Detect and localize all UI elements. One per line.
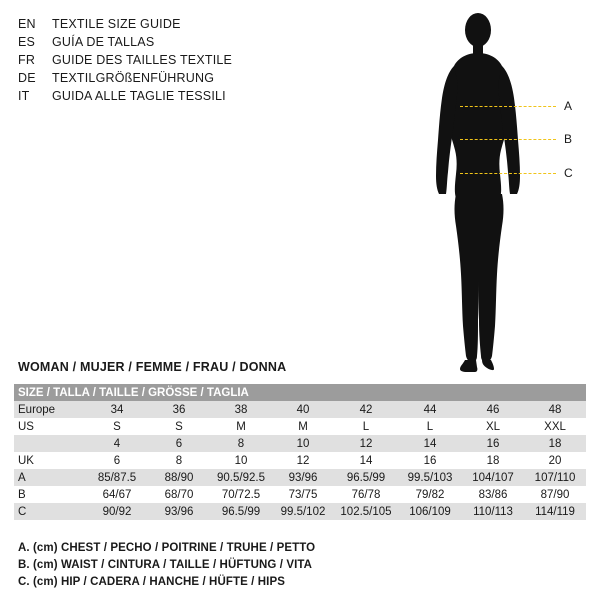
table-row (14, 435, 586, 452)
measurement-legend (18, 540, 578, 591)
language-title: TEXTILE SIZE GUIDE (52, 17, 181, 31)
language-code: FR (18, 53, 36, 67)
table-cell: 107/110 (524, 469, 586, 486)
size-table-wrapper (14, 384, 586, 520)
table-cell: L (334, 418, 398, 435)
table-cell: 4 (86, 435, 148, 452)
measure-line-b (460, 139, 556, 140)
language-code: ES (18, 35, 36, 49)
measure-line-a (460, 106, 556, 107)
row-label: C (14, 503, 86, 520)
table-cell: 10 (210, 452, 272, 469)
table-cell: 87/90 (524, 486, 586, 503)
language-title: TEXTILGRÖßENFÜHRUNG (52, 71, 215, 85)
table-row (14, 486, 586, 503)
table-row (14, 503, 586, 520)
table-cell: 96.5/99 (334, 469, 398, 486)
measure-label-b: B (564, 132, 573, 146)
table-header-label: SIZE / TALLA / TAILLE / GRÖSSE / TAGLIA (14, 384, 586, 401)
table-cell: 83/86 (462, 486, 524, 503)
table-cell: 18 (462, 452, 524, 469)
table-cell: 16 (398, 452, 462, 469)
table-cell: 6 (148, 435, 210, 452)
table-row (14, 452, 586, 469)
row-label: B (14, 486, 86, 503)
table-cell: XL (462, 418, 524, 435)
section-caption: WOMAN / MUJER / FEMME / FRAU / DONNA (18, 360, 287, 374)
table-cell: 99.5/102 (272, 503, 334, 520)
language-title: GUIDE DES TAILLES TEXTILE (52, 53, 233, 67)
body-silhouette-icon (370, 8, 585, 373)
language-code: DE (18, 71, 36, 85)
table-cell: M (272, 418, 334, 435)
language-code: IT (18, 89, 30, 103)
legend-row-b: B. (cm) WAIST / CINTURA / TAILLE / HÜFTUNG / VITA (18, 559, 313, 571)
table-cell: 48 (524, 401, 586, 418)
table-cell: 76/78 (334, 486, 398, 503)
language-row (18, 51, 348, 69)
table-cell: 104/107 (462, 469, 524, 486)
language-code: EN (18, 17, 36, 31)
table-cell: 12 (334, 435, 398, 452)
female-silhouette-figure (370, 8, 585, 373)
table-cell: 36 (148, 401, 210, 418)
table-cell: 106/109 (398, 503, 462, 520)
language-list (18, 15, 348, 105)
language-row (18, 33, 348, 51)
table-cell: 93/96 (148, 503, 210, 520)
table-cell: 68/70 (148, 486, 210, 503)
table-cell: 90/92 (86, 503, 148, 520)
table-cell: L (398, 418, 462, 435)
table-cell: 16 (462, 435, 524, 452)
table-cell: 70/72.5 (210, 486, 272, 503)
row-label: Europe (14, 401, 86, 418)
measure-label-a: A (564, 99, 573, 113)
table-cell: S (86, 418, 148, 435)
table-cell: XXL (524, 418, 586, 435)
table-cell: 38 (210, 401, 272, 418)
language-title: GUÍA DE TALLAS (52, 35, 155, 49)
table-cell: 102.5/105 (334, 503, 398, 520)
row-label: A (14, 469, 86, 486)
table-row (14, 469, 586, 486)
legend-row-a: A. (cm) CHEST / PECHO / POITRINE / TRUHE / PETTO (18, 542, 316, 554)
table-cell: 34 (86, 401, 148, 418)
legend-row-c: C. (cm) HIP / CADERA / HANCHE / HÜFTE / HIPS (18, 576, 286, 588)
table-cell: M (210, 418, 272, 435)
table-cell: 114/119 (524, 503, 586, 520)
table-cell: 110/113 (462, 503, 524, 520)
table-cell: 6 (86, 452, 148, 469)
row-label: UK (14, 452, 86, 469)
table-cell: 14 (334, 452, 398, 469)
table-cell: 18 (524, 435, 586, 452)
table-cell: 88/90 (148, 469, 210, 486)
table-cell: 99.5/103 (398, 469, 462, 486)
table-row (14, 418, 586, 435)
language-row (18, 87, 348, 105)
measure-label-c: C (564, 166, 573, 180)
table-row (14, 401, 586, 418)
row-label (14, 435, 86, 452)
table-cell: 79/82 (398, 486, 462, 503)
table-cell: 85/87.5 (86, 469, 148, 486)
table-cell: 14 (398, 435, 462, 452)
table-cell: S (148, 418, 210, 435)
measure-line-c (460, 173, 556, 174)
table-cell: 12 (272, 452, 334, 469)
table-cell: 93/96 (272, 469, 334, 486)
language-row (18, 15, 348, 33)
table-cell: 90.5/92.5 (210, 469, 272, 486)
size-table (14, 384, 586, 520)
table-cell: 40 (272, 401, 334, 418)
table-cell: 96.5/99 (210, 503, 272, 520)
table-cell: 8 (210, 435, 272, 452)
table-cell: 46 (462, 401, 524, 418)
language-title: GUIDA ALLE TAGLIE TESSILI (52, 89, 226, 103)
row-label: US (14, 418, 86, 435)
table-cell: 44 (398, 401, 462, 418)
table-cell: 8 (148, 452, 210, 469)
table-cell: 64/67 (86, 486, 148, 503)
table-cell: 42 (334, 401, 398, 418)
table-cell: 73/75 (272, 486, 334, 503)
table-cell: 10 (272, 435, 334, 452)
table-header-row (14, 384, 586, 401)
table-cell: 20 (524, 452, 586, 469)
language-row (18, 69, 348, 87)
